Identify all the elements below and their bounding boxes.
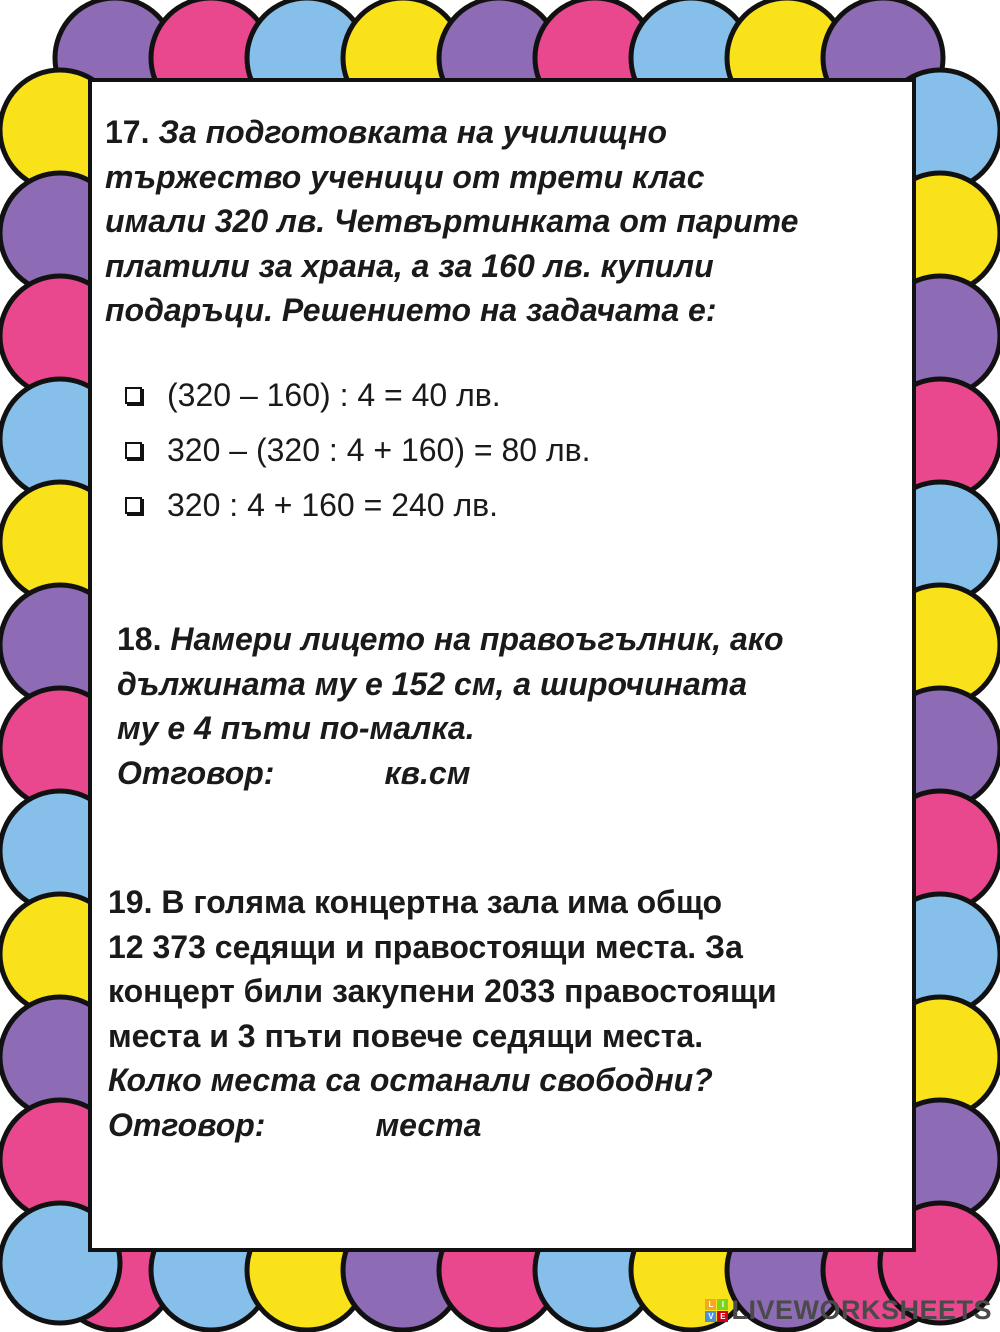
- answer-label: Отговор:: [108, 1106, 266, 1143]
- q19-line: 19. В голяма концертна зала има общо: [108, 884, 723, 920]
- answer-label: Отговор:: [117, 754, 275, 791]
- answer-unit: кв.см: [384, 754, 471, 791]
- q18-number: 18.: [117, 621, 162, 657]
- q17-line: платили за храна, а за 160 лв. купили: [105, 247, 714, 284]
- q17-line: подаръци. Решението на задачата е:: [105, 292, 717, 328]
- q17-number: 17.: [105, 114, 150, 150]
- q19-question: Колко места са останали свободни?: [108, 1062, 713, 1098]
- liveworksheets-logo-icon: L I V E: [705, 1299, 728, 1322]
- q17-line: имали 320 лв. Четвъртинката от парите: [105, 203, 799, 239]
- question-18: [117, 617, 907, 795]
- q19-line: 12 373 седящи и правостоящи места. За: [108, 928, 743, 965]
- option-label: 320 – (320 : 4 + 160) = 80 лв.: [167, 432, 591, 468]
- option-label: (320 – 160) : 4 = 40 лв.: [167, 377, 501, 413]
- question-19: [108, 880, 908, 1147]
- checkbox-icon[interactable]: [125, 497, 142, 514]
- q19-answer-row: [108, 1103, 908, 1148]
- q17-option-3[interactable]: [125, 478, 825, 533]
- checkbox-icon[interactable]: [125, 387, 142, 404]
- checkbox-icon[interactable]: [125, 442, 142, 459]
- option-label: 320 : 4 + 160 = 240 лв.: [167, 487, 499, 523]
- q18-line: 18. Намери лицето на правоъгълник, ако: [117, 621, 784, 657]
- q19-line: места и 3 пъти повече седящи места.: [108, 1017, 704, 1054]
- brand-text: LIVEWORKSHEETS: [731, 1295, 992, 1325]
- liveworksheets-brand: [705, 1295, 992, 1326]
- q18-answer-row: [117, 751, 907, 796]
- q18-line: дължината му е 152 см, а широчината: [117, 665, 748, 702]
- q17-option-2[interactable]: [125, 423, 825, 478]
- q17-line: 17. За подготовката на училищно: [105, 114, 668, 150]
- q17-options: [125, 368, 825, 533]
- question-17: [105, 110, 915, 333]
- q19-line: концерт били закупени 2033 правостоящи: [108, 973, 777, 1009]
- answer-unit: места: [375, 1106, 482, 1143]
- q17-option-1[interactable]: [125, 368, 825, 423]
- q17-line: тържество ученици от трети клас: [105, 158, 705, 195]
- q18-line: му е 4 пъти по-малка.: [117, 710, 475, 746]
